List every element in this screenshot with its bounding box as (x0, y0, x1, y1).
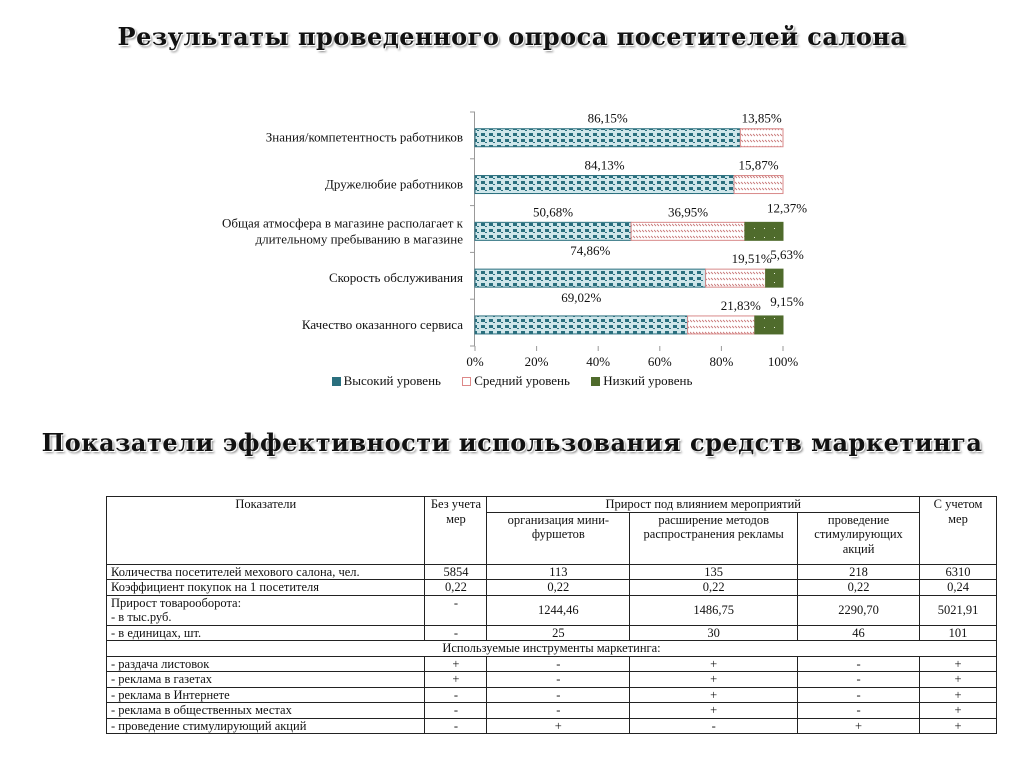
tool-cell: + (630, 656, 798, 672)
tool-cell: - (798, 703, 920, 719)
row-label: - в единицах, шт. (107, 625, 425, 641)
category-label: Качество оказанного сервиса (301, 316, 463, 332)
table-cell: 25 (487, 625, 630, 641)
x-tick-label: 60% (647, 354, 672, 369)
chart-title: Результаты проведенного опроса посетителей салона (117, 22, 907, 51)
marketing-metrics-table (106, 496, 997, 734)
tool-cell: - (798, 656, 920, 672)
data-label: 74,86% (570, 243, 611, 259)
tool-cell: - (487, 656, 630, 672)
tool-cell: + (920, 703, 997, 719)
tool-row (107, 718, 997, 734)
tool-cell: - (487, 672, 630, 688)
legend-swatch-high-icon (332, 377, 341, 386)
table-cell: 46 (798, 625, 920, 641)
table-section-row (107, 641, 997, 657)
bar-high (475, 316, 688, 334)
category-label: Общая атмосфера в магазине располагает к (222, 215, 463, 231)
x-tick-label: 80% (709, 354, 734, 369)
data-label: 69,02% (561, 289, 602, 305)
table-cell: 0,22 (798, 580, 920, 596)
tool-label: - проведение стимулирующий акций (107, 718, 425, 734)
table-cell: - (425, 595, 487, 625)
tool-label: - реклама в газетах (107, 672, 425, 688)
tool-cell: + (798, 718, 920, 734)
table-cell: 101 (920, 625, 997, 641)
tool-cell: + (425, 656, 487, 672)
table-cell: 30 (630, 625, 798, 641)
data-label: 50,68% (533, 204, 574, 220)
tool-cell: - (487, 687, 630, 703)
data-label: 19,51% (731, 251, 772, 267)
table-header-row (107, 497, 997, 513)
bar-low (755, 316, 783, 334)
bar-mid (740, 129, 783, 147)
section-label: Используемые инструменты маркетинга: (107, 641, 997, 657)
tool-cell: - (425, 718, 487, 734)
data-label: 13,85% (741, 110, 782, 126)
legend-item-low (591, 373, 692, 389)
x-tick-label: 100% (767, 354, 799, 369)
legend-label-mid: Средний уровень (474, 373, 570, 388)
header-indicators: Показатели (107, 497, 425, 565)
tool-cell: + (425, 672, 487, 688)
tool-cell: + (487, 718, 630, 734)
legend-item-high (332, 373, 441, 389)
data-label: 86,15% (587, 110, 628, 126)
table-cell: 113 (487, 564, 630, 580)
tool-label: - реклама в Интернете (107, 687, 425, 703)
row-label (107, 595, 425, 625)
table-cell: 0,24 (920, 580, 997, 596)
table-cell: 0,22 (425, 580, 487, 596)
row-label-line: - в тыс.руб. (111, 610, 172, 624)
tool-cell: - (798, 672, 920, 688)
tool-cell: + (920, 656, 997, 672)
legend-label-low: Низкий уровень (603, 373, 693, 388)
table-cell: - (425, 625, 487, 641)
bar-high (475, 222, 631, 240)
header-promo-actions: проведение стимулирующих акций (798, 512, 920, 564)
tool-cell: - (630, 718, 798, 734)
bar-mid (688, 316, 755, 334)
header-mini-buffets: организация мини-фуршетов (487, 512, 630, 564)
table-cell: 0,22 (487, 580, 630, 596)
tool-row (107, 656, 997, 672)
table-row (107, 564, 997, 580)
category-label: Знания/компетентность работников (265, 129, 463, 145)
table-cell: 5854 (425, 564, 487, 580)
data-label: 9,15% (770, 293, 804, 309)
tool-cell: + (630, 703, 798, 719)
bar-high (475, 129, 740, 147)
table-cell: 2290,70 (798, 595, 920, 625)
table-cell: 5021,91 (920, 595, 997, 625)
tool-cell: - (798, 687, 920, 703)
data-label: 15,87% (738, 157, 779, 173)
tool-cell: - (487, 703, 630, 719)
legend-swatch-low-icon (591, 377, 600, 386)
bar-mid (706, 269, 766, 287)
table-cell: 218 (798, 564, 920, 580)
header-with-measures: С учетом мер (920, 497, 997, 565)
table-cell: 1244,46 (487, 595, 630, 625)
tool-cell: + (920, 718, 997, 734)
table-row (107, 625, 997, 641)
legend-label-high: Высокий уровень (343, 373, 441, 388)
bar-high (475, 269, 706, 287)
bar-low (766, 269, 783, 287)
table-cell: 6310 (920, 564, 997, 580)
data-label: 21,83% (720, 297, 761, 313)
x-tick-label: 20% (524, 354, 549, 369)
row-label-line: Прирост товарооборота: (111, 595, 242, 610)
tool-cell: + (630, 672, 798, 688)
chart-legend (0, 373, 1024, 390)
row-label: Коэффициент покупок на 1 посетителя (107, 580, 425, 596)
tool-label: - реклама в общественных местах (107, 703, 425, 719)
bar-high (475, 176, 734, 194)
table-cell: 135 (630, 564, 798, 580)
data-label: 12,37% (766, 200, 808, 216)
table-cell: 1486,75 (630, 595, 798, 625)
tool-cell: + (630, 687, 798, 703)
category-label: длительному пребыванию в магазине (255, 231, 463, 247)
legend-swatch-mid-icon (462, 377, 471, 386)
tool-row (107, 672, 997, 688)
data-label: 84,13% (584, 157, 625, 173)
tool-cell: - (425, 703, 487, 719)
header-growth-group: Прирост под влиянием мероприятий (487, 497, 920, 513)
tool-label: - раздача листовок (107, 656, 425, 672)
x-tick-label: 40% (586, 354, 611, 369)
tool-row (107, 687, 997, 703)
category-label: Скорость обслуживания (328, 270, 463, 286)
x-tick-label: 0% (466, 354, 484, 369)
data-label: 36,95% (667, 204, 709, 220)
legend-item-mid (462, 373, 570, 389)
data-label: 5,63% (770, 247, 804, 263)
header-ad-distribution: расширение методов распространения рекламы (630, 512, 798, 564)
bar-low (745, 222, 783, 240)
tool-cell: + (920, 687, 997, 703)
table-cell: 0,22 (630, 580, 798, 596)
bar-mid (734, 176, 783, 194)
header-without-measures: Без учета мер (425, 497, 487, 565)
tool-row (107, 703, 997, 719)
table-row (107, 595, 997, 625)
table-row (107, 580, 997, 596)
bar-mid (631, 222, 745, 240)
tool-cell: - (425, 687, 487, 703)
table-title: Показатели эффективности использования средств маркетинга (41, 428, 983, 457)
category-label: Дружелюбие работников (325, 176, 463, 192)
row-label: Количества посетителей мехового салона, чел. (107, 564, 425, 580)
tool-cell: + (920, 672, 997, 688)
